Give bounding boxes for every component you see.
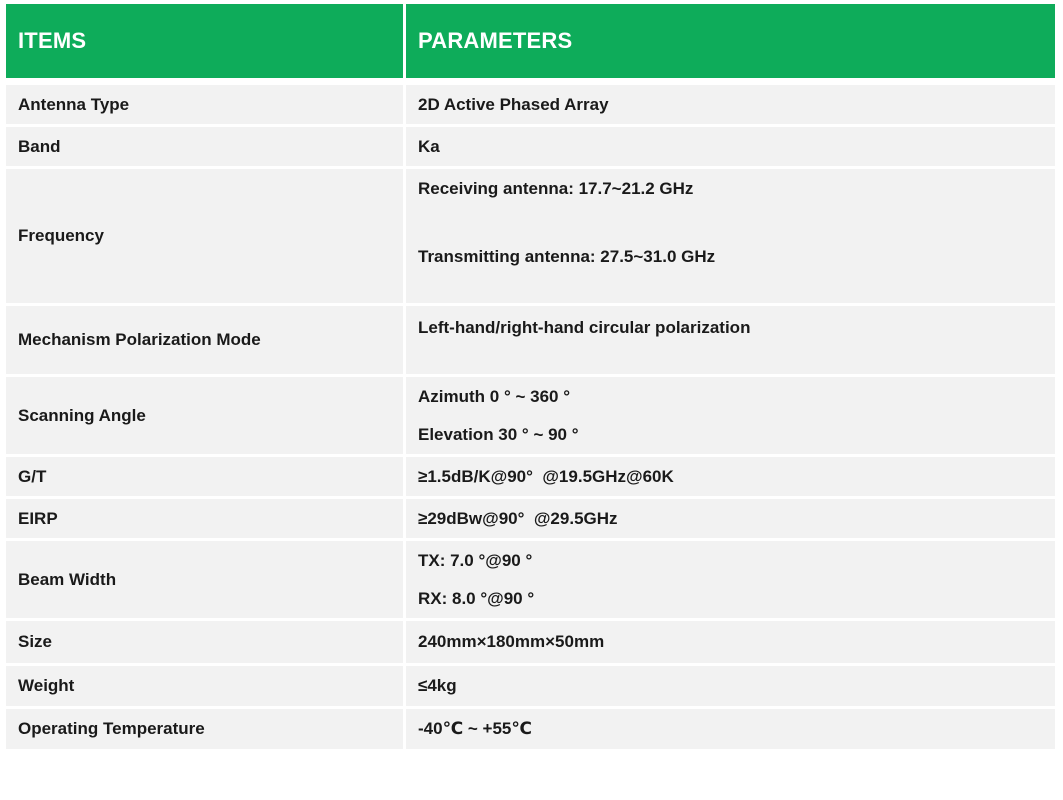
value-text: ≥1.5dB/K@90° @19.5GHz@60K: [418, 466, 674, 486]
value-cell: [406, 377, 1055, 454]
value-text: -40℃ ~ +55℃: [418, 719, 532, 738]
value-text: Transmitting antenna: 27.5~31.0 GHz: [418, 247, 716, 266]
value-text: ≥29dBw@90° @29.5GHz: [418, 508, 618, 528]
item-cell: [6, 666, 403, 706]
item-label: Operating Temperature: [18, 719, 205, 738]
item-cell: [6, 169, 403, 303]
item-cell: [6, 709, 403, 749]
item-cell: [6, 541, 403, 618]
value-cell: [406, 85, 1055, 124]
item-label: EIRP: [18, 508, 58, 528]
item-label: Size: [18, 632, 53, 651]
item-cell: [6, 85, 403, 124]
value-text: Elevation 30 ° ~ 90 °: [418, 424, 579, 444]
value-text: Azimuth 0 ° ~ 360 °: [418, 386, 571, 406]
header-items: [6, 4, 403, 78]
value-cell: [406, 169, 1055, 303]
value-text: RX: 8.0 °@90 °: [418, 588, 535, 608]
table-row: [6, 541, 1055, 618]
table-row: [6, 169, 1055, 303]
value-cell: [406, 709, 1055, 749]
value-cell: [406, 541, 1055, 618]
value-cell: [406, 457, 1055, 496]
item-label: Band: [18, 136, 61, 156]
value-text: 240mm×180mm×50mm: [418, 632, 605, 651]
item-label: Mechanism Polarization Mode: [18, 330, 261, 349]
item-label: Frequency: [18, 226, 104, 245]
item-cell: [6, 377, 403, 454]
table-row: [6, 709, 1055, 749]
item-label: Beam Width: [18, 569, 117, 589]
table-row: [6, 499, 1055, 538]
value-text: ≤4kg: [418, 676, 457, 695]
item-cell: [6, 127, 403, 166]
item-label: Antenna Type: [18, 94, 130, 114]
table-row: [6, 457, 1055, 496]
header-items-label: ITEMS: [18, 28, 87, 53]
item-cell: [6, 499, 403, 538]
table-row: [6, 377, 1055, 454]
item-cell: [6, 457, 403, 496]
value-cell: [406, 666, 1055, 706]
item-label: Scanning Angle: [18, 405, 146, 425]
value-cell: [406, 127, 1055, 166]
header-parameters-label: PARAMETERS: [418, 28, 573, 53]
value-text: TX: 7.0 °@90 °: [418, 550, 533, 570]
table-header: [6, 4, 1055, 78]
table-row: [6, 85, 1055, 124]
table-row: [6, 621, 1055, 663]
item-cell: [6, 621, 403, 663]
value-cell: [406, 306, 1055, 374]
value-cell: [406, 621, 1055, 663]
value-text: Ka: [418, 136, 440, 156]
spec-table: [6, 4, 1055, 752]
value-cell: [406, 499, 1055, 538]
item-label: G/T: [18, 466, 47, 486]
item-cell: [6, 306, 403, 374]
item-label: Weight: [18, 676, 75, 695]
value-text: Left-hand/right-hand circular polarization: [418, 318, 751, 337]
table-row: [6, 127, 1055, 166]
value-text: 2D Active Phased Array: [418, 94, 609, 114]
value-text: Receiving antenna: 17.7~21.2 GHz: [418, 179, 694, 198]
table-row: [6, 306, 1055, 374]
table-row: [6, 666, 1055, 706]
header-parameters: [406, 4, 1055, 78]
